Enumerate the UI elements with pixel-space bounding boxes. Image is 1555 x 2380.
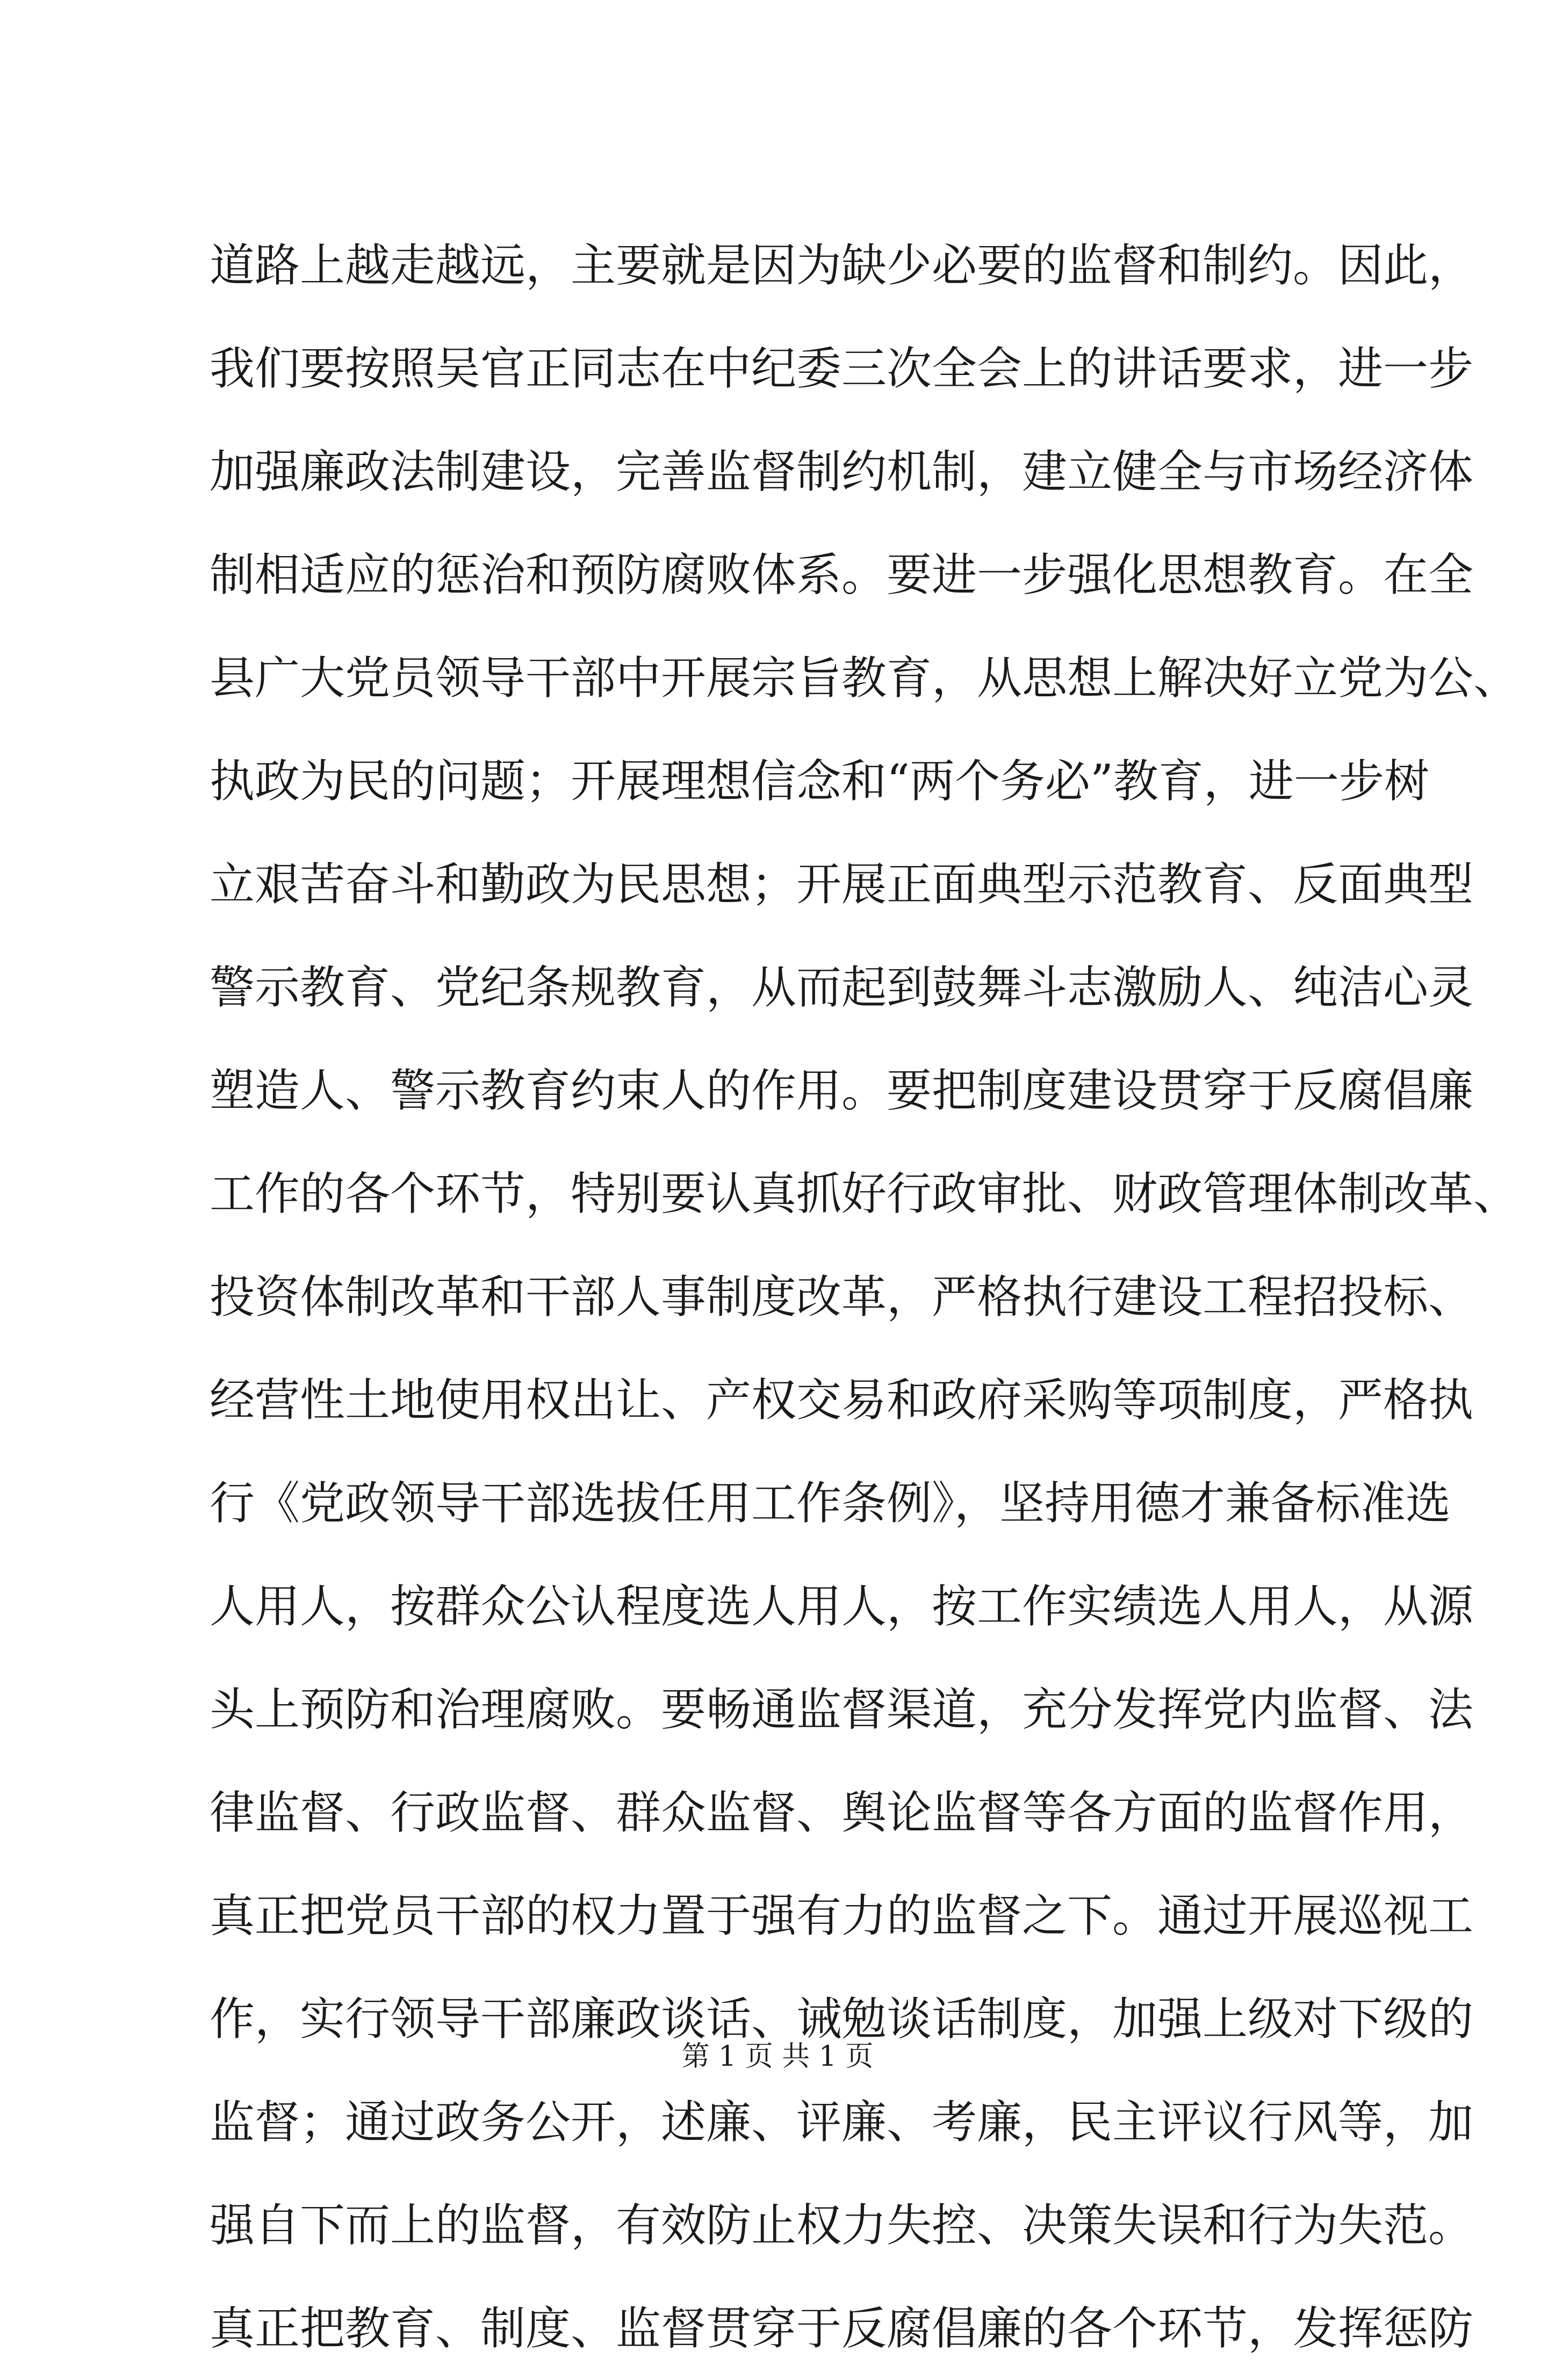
page-number-footer: 第 1 页 共 1 页	[681, 2040, 874, 2073]
text-line: 监督；通过政务公开，述廉、评廉、考廉，民主评议行风等，加	[210, 2096, 1474, 2148]
text-line: 立艰苦奋斗和勤政为民思想；开展正面典型示范教育、反面典型	[210, 858, 1474, 911]
text-line: 真正把教育、制度、监督贯穿于反腐倡廉的各个环节，发挥惩防	[210, 2302, 1474, 2355]
text-line: 经营性土地使用权出让、产权交易和政府采购等项制度，严格执	[210, 1374, 1474, 1426]
text-line: 工作的各个环节，特别要认真抓好行政审批、财政管理体制改革、	[210, 1167, 1519, 1220]
text-line: 行《党政领导干部选拔任用工作条例》，坚持用德才兼备标准选	[210, 1477, 1451, 1530]
text-line: 加强廉政法制建设，完善监督制约机制，建立健全与市场经济体	[210, 445, 1474, 498]
text-line: 头上预防和治理腐败。要畅通监督渠道，充分发挥党内监督、法	[210, 1683, 1474, 1736]
text-line: 警示教育、党纪条规教育，从而起到鼓舞斗志激励人、纯洁心灵	[210, 961, 1474, 1014]
text-line: 投资体制改革和干部人事制度改革，严格执行建设工程招投标、	[210, 1271, 1474, 1323]
text-line: 县广大党员领导干部中开展宗旨教育，从思想上解决好立党为公、	[210, 652, 1519, 704]
text-line: 制相适应的惩治和预防腐败体系。要进一步强化思想教育。在全	[210, 549, 1474, 601]
text-line: 人用人，按群众公认程度选人用人，按工作实绩选人用人，从源	[210, 1580, 1474, 1633]
text-line: 强自下而上的监督，有效防止权力失控、决策失误和行为失范。	[210, 2199, 1474, 2252]
text-line: 执政为民的问题；开展理想信念和“两个务必”教育，进一步树	[210, 755, 1429, 807]
text-line: 塑造人、警示教育约束人的作用。要把制度建设贯穿于反腐倡廉	[210, 1064, 1474, 1117]
text-line: 作，实行领导干部廉政谈话、诫勉谈话制度，加强上级对下级的	[210, 1993, 1474, 2045]
text-line: 我们要按照吴官正同志在中纪委三次全会上的讲话要求，进一步	[210, 342, 1474, 395]
text-line: 道路上越走越远，主要就是因为缺少必要的监督和制约。因此，	[210, 239, 1474, 292]
text-line: 真正把党员干部的权力置于强有力的监督之下。通过开展巡视工	[210, 1889, 1474, 1942]
text-line: 律监督、行政监督、群众监督、舆论监督等各方面的监督作用，	[210, 1786, 1474, 1839]
